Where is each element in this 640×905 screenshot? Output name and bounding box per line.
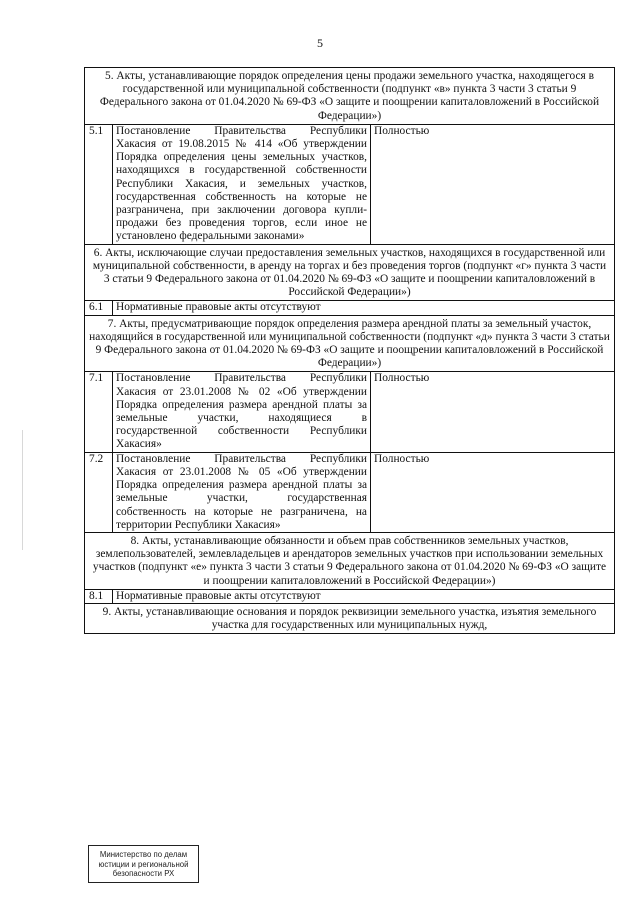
section-8-header <box>85 532 615 589</box>
page-number: 5 <box>317 36 323 50</box>
act-description: Постановление Правительства Республики Хакасия от 23.01.2008 № 05 «Об утверждении Порядка определения размера арендной платы за земельные участки, государственная собственность на которые не разграничена, на территории Республики Хакасия» <box>113 452 371 532</box>
scope-of-application: Полностью <box>371 452 615 532</box>
table-row <box>85 589 615 603</box>
section-7-title: 7. Акты, предусматривающие порядок определения размера арендной платы за земельный участок, находящийся в государственной или муниципальной собственности (подпункт «д» пункта 3 части 3 статьи 9 Федерального закона от 01.04.2020 № 69-ФЗ «О защите и поощрении капиталовложений в Российской Федерации») <box>85 315 615 372</box>
section-5-header <box>85 68 615 125</box>
row-number: 8.1 <box>85 589 113 603</box>
act-description: Постановление Правительства Республики Хакасия от 19.08.2015 № 414 «Об утверждении Порядка определения цены земельных участков, находящихся в государственной собственности Республики Хакасия, и земельных участков, государственная собственность на которые не разграничена, при заключении договора купли-продажи без проведения торгов, если иное не установлено федеральными законами» <box>113 124 371 244</box>
legal-acts-table <box>84 67 615 634</box>
act-description: Нормативные правовые акты отсутствуют <box>113 301 615 315</box>
scope-of-application: Полностью <box>371 372 615 452</box>
section-7-header <box>85 315 615 372</box>
row-number: 7.2 <box>85 452 113 532</box>
section-9-header <box>85 603 615 633</box>
table-row <box>85 301 615 315</box>
stamp-line: Министерство по делам <box>99 850 188 859</box>
row-number: 7.1 <box>85 372 113 452</box>
section-6-header <box>85 244 615 301</box>
act-description: Постановление Правительства Республики Хакасия от 23.01.2008 № 02 «Об утверждении Порядка определения размера арендной платы за земельные участки, находящиеся в государственной собственности Республики Хакасия» <box>113 372 371 452</box>
section-8-title: 8. Акты, устанавливающие обязанности и объем прав собственников земельных участков, землепользователей, землевладельцев и арендаторов земельных участков при использовании земельных участков (подпункт «е» пункта 3 части 3 статьи 9 Федерального закона от 01.04.2020 № 69-ФЗ «О защите и поощрении капиталовложений в Российской Федерации») <box>85 532 615 589</box>
stamp-line: юстиции и региональной <box>98 859 189 869</box>
section-6-title: 6. Акты, исключающие случаи предоставления земельных участков, находящихся в государственной или муниципальной собственности, в аренду на торгах и без проведения торгов (подпункт «г» пункта 3 части 3 статьи 9 Федерального закона от 01.04.2020 № 69-ФЗ «О защите и поощрении капиталовложений в Российской Федерации») <box>85 244 615 301</box>
stamp-line: безопасности РХ <box>112 869 175 878</box>
row-number: 6.1 <box>85 301 113 315</box>
ministry-stamp <box>88 845 199 883</box>
table-row <box>85 124 615 244</box>
section-5-title: 5. Акты, устанавливающие порядок определения цены продажи земельного участка, находящегося в государственной или муниципальной собственности (подпункт «в» пункта 3 части 3 статьи 9 Федерального закона от 01.04.2020 № 69-ФЗ «О защите и поощрении капиталовложений в Российской Федерации») <box>85 68 615 125</box>
scope-of-application: Полностью <box>371 124 615 244</box>
row-number: 5.1 <box>85 124 113 244</box>
scan-margin-mark <box>22 430 23 550</box>
table-row <box>85 372 615 452</box>
section-9-title: 9. Акты, устанавливающие основания и порядок реквизиции земельного участка, изъятия земельного участка для государственных или муниципальных нужд, <box>85 603 615 633</box>
act-description: Нормативные правовые акты отсутствуют <box>113 589 615 603</box>
table-row <box>85 452 615 532</box>
